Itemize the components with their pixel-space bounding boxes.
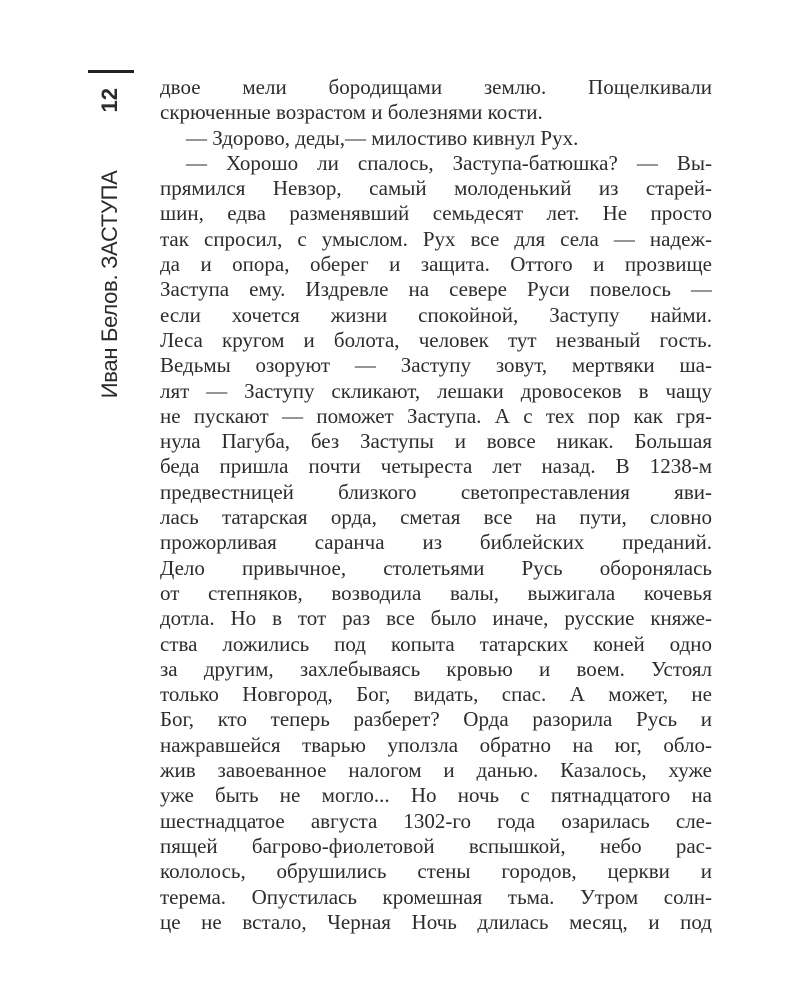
text-line: предвестницей близкого светопреставления яви- [160,479,712,504]
text-line: Ведьмы озоруют — Заступу зовут, мертвяки ша- [160,353,712,378]
text-line: Бог, кто теперь разберет? Орда разорила Русь и [160,707,712,732]
text-line: если хочется жизни спокойной, Заступу найми. [160,302,712,327]
running-header-rotated [86,88,134,628]
text-line: двое мели бородищами землю. Пощелкивали [160,75,712,99]
text-line: скрюченные возрастом и болезнями кости. [160,100,543,125]
header-rule [88,70,134,73]
text-line: прожорливая саранча из библейских преданий. [160,530,712,555]
text-line: Леса кругом и болота, человек тут незваный гость. [160,327,712,352]
text-line: не пускают — поможет Заступа. А с тех пор как гря- [160,403,712,428]
page-number: 12 [97,88,122,113]
text-line: за другим, захлебываясь кровью и воем. Устоял [160,656,712,681]
text-line: — Здорово, деды,— милостиво кивнул Рух. [186,125,579,150]
text-line: пящей багрово-фиолетовой вспышкой, небо рас- [160,833,712,858]
body-text [160,75,712,935]
text-line: — Хорошо ли спалось, Заступа-батюшка? — Вы- [186,150,712,175]
text-line: шин, едва разменявший семьдесят лет. Не просто [160,201,712,226]
text-line: терема. Опустилась кромешная тьма. Утром солн- [160,884,712,909]
text-line: ства ложились под копыта татарских коней одно [160,631,712,656]
text-line: от степняков, возводила валы, выжигала кочевья [160,580,712,605]
text-line: дотла. Но в тот раз все было иначе, русские княже- [160,606,712,631]
text-line: це не встало, Черная Ночь длилась месяц, и под [160,909,712,934]
text-line: жив завоеванное налогом и данью. Казалось, хуже [160,758,712,783]
text-line: кололось, обрушились стены городов, церкви и [160,859,712,884]
text-line: прямился Невзор, самый молоденький из старей- [160,176,712,201]
text-line: нула Пагуба, без Заступы и вовсе никак. Большая [160,429,712,454]
text-line: шестнадцатое августа 1302-го года озарилась сле- [160,808,712,833]
text-line: Дело привычное, столетьями Русь оборонялась [160,555,712,580]
text-line: беда пришла почти четыреста лет назад. В 1238-м [160,454,712,479]
text-line: уже быть не могло... Но ночь с пятнадцатого на [160,783,712,808]
text-line: нажравшейся тварью уползла обратно на юг, обло- [160,732,712,757]
text-line: да и опора, оберег и защита. Оттого и прозвище [160,252,712,277]
running-title: Иван Белов. ЗАСТУПА [97,170,122,399]
text-line: лась татарская орда, сметая все на пути, словно [160,505,712,530]
text-line: так спросил, с умыслом. Рух все для села — надеж- [160,226,712,251]
running-header [86,88,134,628]
text-line: только Новгород, Бог, видать, спас. А может, не [160,682,712,707]
text-line: Заступа ему. Издревле на севере Руси повелось — [160,277,712,302]
text-line: лят — Заступу скликают, лешаки дровосеков в чащу [160,378,712,403]
